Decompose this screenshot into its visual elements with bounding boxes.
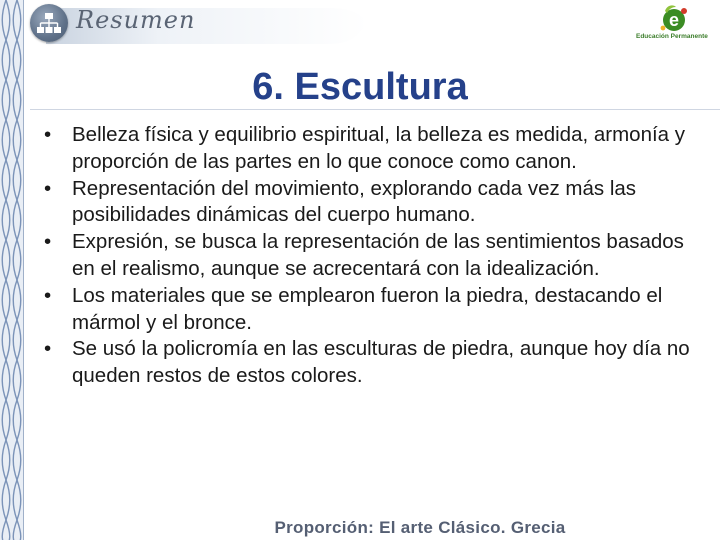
bullet-marker: • bbox=[44, 176, 52, 200]
slide-title: 6. Escultura bbox=[252, 66, 468, 108]
bullet-marker: • bbox=[44, 230, 52, 254]
slide-footer: Proporción: El arte Clásico. Grecia bbox=[274, 518, 566, 537]
list-item bbox=[44, 122, 694, 176]
sitemap-icon bbox=[30, 4, 68, 42]
list-item bbox=[44, 176, 694, 230]
bullet-marker: • bbox=[44, 123, 52, 146]
bullet-marker: • bbox=[44, 337, 52, 361]
bullet-text: Belleza física y equilibrio espiritual, la belleza es medida, armonía y proporción de las partes en lo que conoce como canon. bbox=[72, 123, 686, 173]
bullet-text: Representación del movimiento, explorando cada vez más las posibilidades dinámicas del cuerpo humano. bbox=[72, 176, 637, 227]
bullet-marker: • bbox=[44, 283, 52, 307]
list-item bbox=[44, 283, 694, 337]
svg-text:e: e bbox=[668, 10, 680, 30]
bullet-text: Expresión, se busca la representación de las sentimientos basados en el realismo, aunque se acrecentará con la idealización. bbox=[72, 230, 684, 280]
section-label: Resumen bbox=[76, 6, 196, 34]
bullet-text: Se usó la policromía en las esculturas de piedra, aunque hoy día no queden restos de estos colores. bbox=[72, 337, 690, 388]
title-divider bbox=[30, 109, 720, 110]
list-item bbox=[44, 229, 694, 283]
bullet-list bbox=[44, 122, 694, 390]
list-item bbox=[44, 336, 694, 390]
brand-label: Educación Permanente bbox=[636, 33, 708, 40]
bullet-text: Los materiales que se emplearon fueron la piedra, destacando el mármol y el bronce. bbox=[72, 283, 663, 334]
